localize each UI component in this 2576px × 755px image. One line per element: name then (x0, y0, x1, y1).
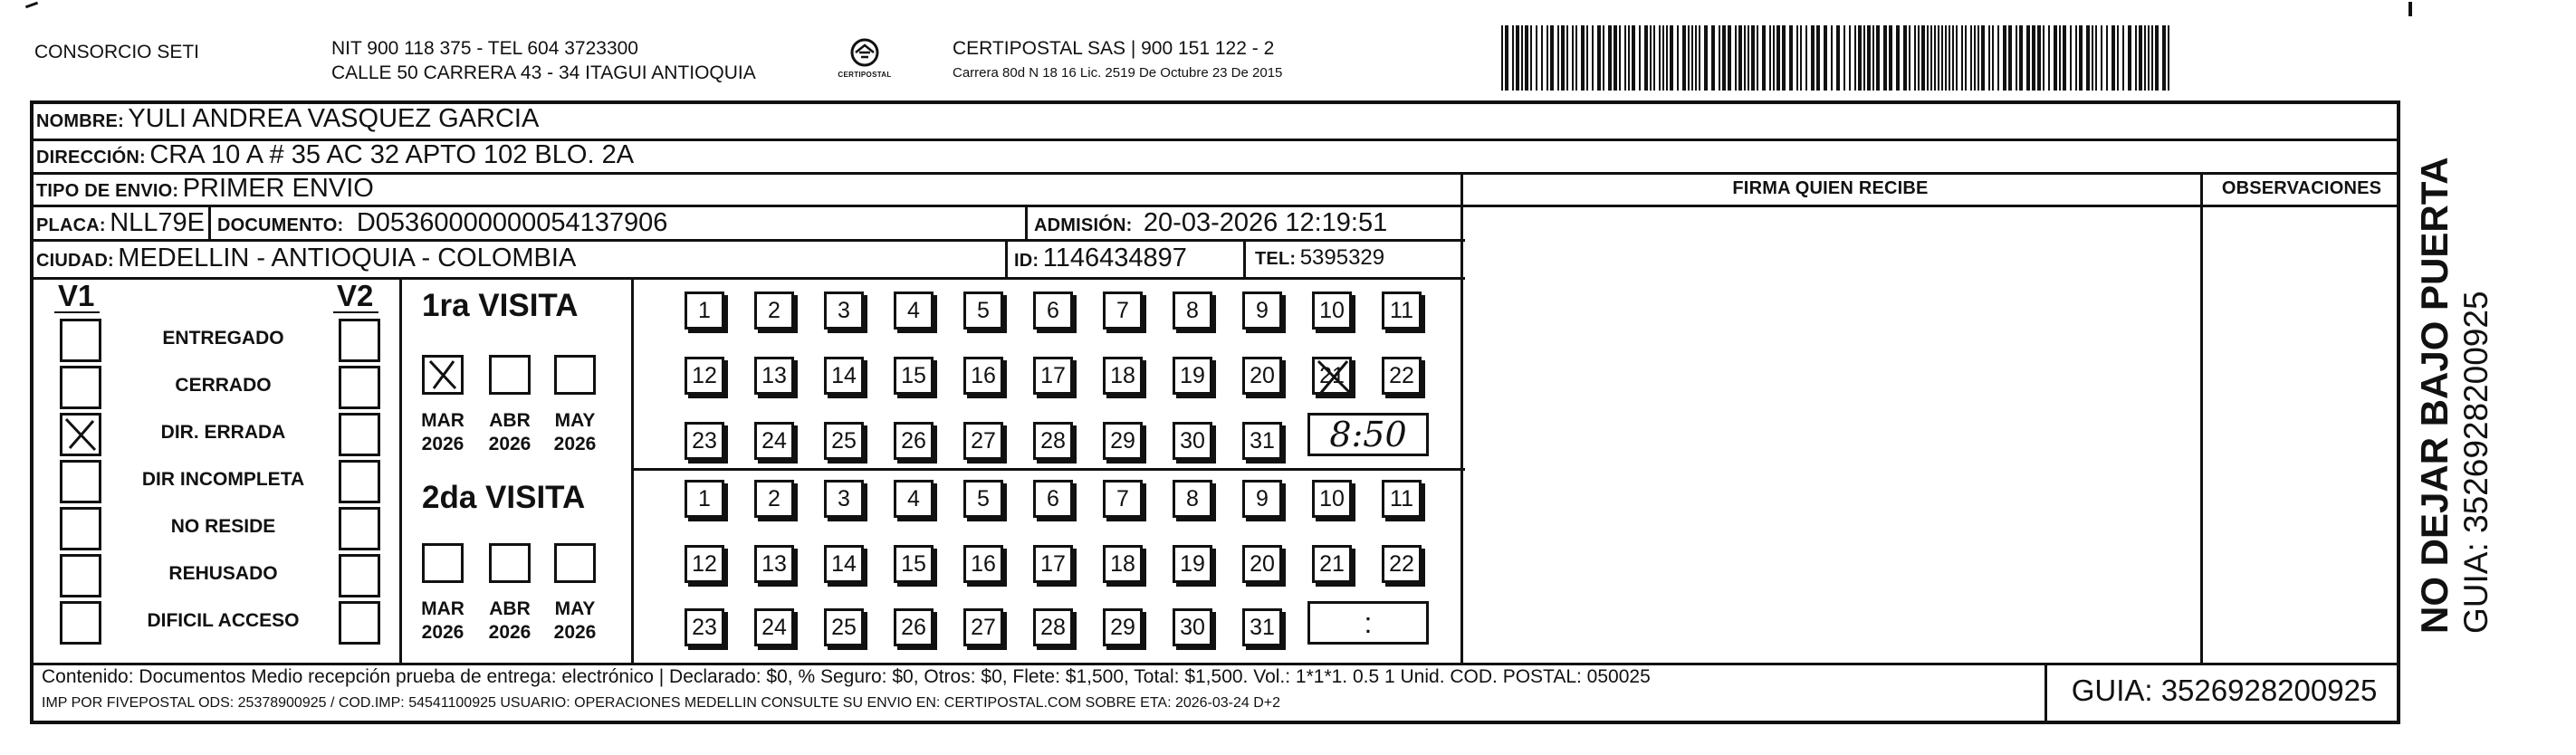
barcode-bar (2139, 25, 2142, 91)
barcode-bar (1566, 25, 1568, 91)
barcode-bar (1956, 25, 1958, 91)
barcode-bar (1849, 25, 1851, 91)
barcode-bar (1728, 25, 1731, 91)
first-visit-day-box[interactable]: 7 (1103, 291, 1143, 330)
v1-status-checkbox[interactable] (60, 507, 101, 550)
first-visit-title: 1ra VISITA (422, 288, 579, 323)
second-visit-day-box[interactable]: 28 (1033, 608, 1073, 646)
second-visit-day-box[interactable]: 14 (824, 545, 864, 583)
barcode-bar (1909, 25, 1910, 91)
barcode-bar (1934, 25, 1936, 91)
barcode-bar (1805, 25, 1807, 91)
direccion-row (36, 139, 634, 175)
barcode-bar (2122, 25, 2124, 91)
first-visit-month-checkbox[interactable] (489, 355, 531, 395)
month-label (543, 597, 607, 645)
barcode (1501, 25, 2178, 91)
second-visit-day-box[interactable]: 18 (1103, 545, 1143, 583)
barcode-bar (1662, 25, 1664, 91)
contenido-line: Contenido: Documentos Medio recepción prueba de entrega: electrónico | Declarado: $0, % Seguro: $0, Otros: $0, Flete: $1,500, Total: $1,500. Vol.: 1*1*1. 0.5 1 Unid. COD. POSTAL: 050025 (42, 666, 1651, 687)
month-label (478, 597, 541, 645)
barcode-bar (2086, 25, 2090, 91)
month-year: 2026 (553, 434, 597, 454)
barcode-bar (2063, 25, 2066, 91)
certipostal-line1: CERTIPOSTAL SAS | 900 151 122 - 2 (953, 38, 1275, 59)
barcode-bar (1670, 25, 1673, 91)
barcode-bar (1628, 25, 1630, 91)
nombre-label: NOMBRE: (36, 111, 124, 131)
id-row (1014, 243, 1187, 278)
second-visit-day-box[interactable]: 11 (1382, 480, 1422, 518)
second-visit-day-box[interactable]: 25 (824, 608, 864, 646)
barcode-bar (1988, 25, 1990, 91)
barcode-bar (1789, 25, 1793, 91)
barcode-bar (1872, 25, 1874, 91)
barcode-bar (1824, 25, 1827, 91)
tipo-envio-label: TIPO DE ENVIO: (36, 181, 179, 201)
barcode-bar (1550, 25, 1554, 91)
first-visit-day-box[interactable]: 17 (1033, 357, 1073, 395)
nombre-row (36, 103, 539, 139)
first-visit-day-box[interactable]: 14 (824, 357, 864, 395)
documento-row (217, 207, 667, 243)
barcode-bar (1748, 25, 1749, 91)
second-visit-day-box[interactable]: 17 (1033, 545, 1073, 583)
second-visit-day-box[interactable]: 22 (1382, 545, 1422, 583)
observaciones-header (2203, 173, 2400, 205)
second-visit-day-box[interactable]: 13 (754, 545, 794, 583)
month-year: 2026 (488, 434, 531, 454)
barcode-bar (1816, 25, 1820, 91)
first-visit-day-box[interactable]: 24 (754, 422, 794, 460)
barcode-bar (1796, 25, 1798, 91)
barcode-bar (1632, 25, 1635, 91)
barcode-bar (1744, 25, 1746, 91)
second-visit-day-box[interactable]: 16 (963, 545, 1003, 583)
second-visit-day-box[interactable]: 9 (1242, 480, 1282, 518)
tel-label: TEL: (1255, 249, 1297, 269)
barcode-bar (2101, 25, 2102, 91)
barcode-bar (1512, 25, 1514, 91)
ciudad-value: MEDELLIN - ANTIOQUIA - COLOMBIA (118, 244, 577, 272)
first-visit-month-checkbox[interactable] (554, 355, 596, 395)
first-visit-day-box[interactable]: 5 (963, 291, 1003, 330)
second-visit-day-box[interactable]: 31 (1242, 608, 1282, 646)
tel-value: 5395329 (1299, 245, 1385, 270)
id-label: ID: (1014, 251, 1039, 271)
barcode-bar (1945, 25, 1947, 91)
second-visit-day-box[interactable]: 20 (1242, 545, 1282, 583)
first-visit-day-box[interactable]: 8 (1173, 291, 1212, 330)
first-visit-day-box[interactable]: 31 (1242, 422, 1282, 460)
firma-header (1460, 173, 2200, 205)
first-visit-day-box[interactable]: 9 (1242, 291, 1282, 330)
barcode-bar (1992, 25, 1994, 91)
second-visit-day-box[interactable]: 7 (1103, 480, 1143, 518)
v2-header: V2 (337, 279, 374, 312)
first-visit-day-box[interactable]: 15 (894, 357, 934, 395)
barcode-bar (1639, 25, 1641, 91)
month-name: MAR (421, 410, 464, 431)
second-visit-day-box[interactable]: 15 (894, 545, 934, 583)
barcode-bar (1751, 25, 1755, 91)
first-visit-day-box[interactable]: 22 (1382, 357, 1422, 395)
barcode-bar (1691, 25, 1693, 91)
status-label: DIFICIL ACCESO (147, 610, 300, 631)
barcode-bar (1930, 25, 1932, 91)
month-name: ABR (489, 598, 531, 619)
second-visit-day-box[interactable]: 19 (1173, 545, 1212, 583)
footer-guia: GUIA: 3526928200925 (2071, 674, 2378, 707)
barcode-bar (1608, 25, 1612, 91)
barcode-bar (1521, 25, 1523, 91)
second-visit-time[interactable]: : (1307, 601, 1429, 645)
barcode-bar (1858, 25, 1862, 91)
first-visit-day-box[interactable]: 25 (824, 422, 864, 460)
barcode-bar (2135, 25, 2137, 91)
barcode-bar (2151, 25, 2153, 91)
status-label: REHUSADO (168, 563, 278, 584)
month-name: MAR (421, 598, 464, 619)
direccion-label: DIRECCIÓN: (36, 148, 146, 167)
first-visit-day-box[interactable]: 18 (1103, 357, 1143, 395)
barcode-bar (1800, 25, 1802, 91)
direccion-value: CRA 10 A # 35 AC 32 APTO 102 BLO. 2A (149, 140, 635, 169)
observaciones-label: OBSERVACIONES (2221, 178, 2382, 198)
first-visit-day-box[interactable]: 30 (1173, 422, 1212, 460)
first-visit-day-box[interactable]: 10 (1312, 291, 1352, 330)
barcode-bar (1776, 25, 1780, 91)
status-label: NO RESIDE (170, 516, 276, 537)
second-visit-day-box[interactable]: 29 (1103, 608, 1143, 646)
first-visit-day-box[interactable]: 2 (754, 291, 794, 330)
second-visit-day-box[interactable]: 1 (685, 480, 724, 518)
barcode-bar (1624, 25, 1626, 91)
barcode-bar (1682, 25, 1686, 91)
second-visit-month-checkbox[interactable] (489, 543, 531, 583)
company-name: CONSORCIO SETI (34, 42, 200, 62)
first-visit-day-box[interactable]: 27 (963, 422, 1003, 460)
second-visit-day-box[interactable]: 2 (754, 480, 794, 518)
barcode-bar (1854, 25, 1856, 91)
barcode-bar (1619, 25, 1621, 91)
barcode-bar (1896, 25, 1900, 91)
v2-status-checkbox[interactable] (339, 319, 380, 362)
barcode-bar (1903, 25, 1907, 91)
barcode-bar (1699, 25, 1700, 91)
barcode-bar (1918, 25, 1920, 91)
barcode-bar (1719, 25, 1720, 91)
barcode-bar (1952, 25, 1954, 91)
second-visit-day-box[interactable]: 26 (894, 608, 934, 646)
barcode-bar (2106, 25, 2108, 91)
barcode-bar (1653, 25, 1655, 91)
corner-mark-left (25, 2, 38, 9)
v1-status-checkbox[interactable] (60, 554, 101, 597)
barcode-bar (1597, 25, 1601, 91)
barcode-bar (1722, 25, 1726, 91)
first-visit-day-box[interactable]: 4 (894, 291, 934, 330)
logo-text: CERTIPOSTAL (838, 71, 892, 79)
barcode-bar (2070, 25, 2072, 91)
barcode-bar (1867, 25, 1871, 91)
v1-status-checkbox[interactable] (60, 460, 101, 503)
status-label: DIR. ERRADA (160, 422, 286, 443)
nit-line: NIT 900 118 375 - TEL 604 3723300 (331, 38, 638, 59)
address-line: CALLE 50 CARRERA 43 - 34 ITAGUI ANTIOQUIA (331, 62, 756, 83)
v2-status-checkbox[interactable] (339, 601, 380, 645)
barcode-bar (1965, 25, 1967, 91)
barcode-bar (1592, 25, 1594, 91)
barcode-bar (1949, 25, 1950, 91)
first-visit-time[interactable]: 8:50 (1307, 413, 1429, 456)
first-visit-day-box[interactable]: 26 (894, 422, 934, 460)
no-dejar-bajo-puerta: NO DEJAR BAJO PUERTA (2413, 157, 2456, 634)
v2-status-checkbox[interactable] (339, 554, 380, 597)
barcode-bar (1695, 25, 1697, 91)
barcode-bar (1738, 25, 1742, 91)
barcode-bar (1961, 25, 1963, 91)
barcode-bar (1666, 25, 1668, 91)
month-name: MAY (554, 410, 596, 431)
admision-label: ADMISIÓN: (1034, 215, 1133, 235)
barcode-bar (1572, 25, 1574, 91)
v2-status-checkbox[interactable] (339, 413, 380, 456)
barcode-bar (1505, 25, 1508, 91)
barcode-bar (1644, 25, 1648, 91)
second-visit-day-box[interactable]: 23 (685, 608, 724, 646)
barcode-bar (2117, 25, 2119, 91)
month-name: ABR (489, 410, 531, 431)
barcode-bar (1914, 25, 1916, 91)
first-visit-day-box[interactable]: 1 (685, 291, 724, 330)
barcode-bar (1773, 25, 1775, 91)
barcode-bar (1688, 25, 1690, 91)
barcode-bar (2148, 25, 2150, 91)
certipostal-line2: Carrera 80d N 18 16 Lic. 2519 De Octubre 23 De 2015 (953, 65, 1283, 81)
barcode-bar (1557, 25, 1559, 91)
month-year: 2026 (553, 622, 597, 643)
placa-row (36, 207, 205, 243)
barcode-bar (1927, 25, 1929, 91)
admision-value: 20-03-2026 12:19:51 (1143, 208, 1388, 237)
barcode-bar (1581, 25, 1585, 91)
barcode-bar (1921, 25, 1925, 91)
barcode-bar (2168, 25, 2169, 91)
barcode-bar (1863, 25, 1865, 91)
barcode-bar (2075, 25, 2077, 91)
barcode-bar (1782, 25, 1786, 91)
second-visit-day-box[interactable]: 8 (1173, 480, 1212, 518)
barcode-bar (2162, 25, 2166, 91)
month-label (411, 409, 474, 456)
barcode-bar (1836, 25, 1840, 91)
second-visit-month-checkbox[interactable] (422, 543, 464, 583)
barcode-bar (1704, 25, 1708, 91)
barcode-bar (1586, 25, 1588, 91)
ciudad-row (36, 243, 576, 278)
barcode-bar (2092, 25, 2093, 91)
barcode-bar (2032, 25, 2035, 91)
barcode-bar (2048, 25, 2050, 91)
barcode-bar (2128, 25, 2131, 91)
second-visit-day-box[interactable]: 12 (685, 545, 724, 583)
barcode-bar (1614, 25, 1617, 91)
first-visit-day-box[interactable]: 28 (1033, 422, 1073, 460)
status-label: ENTREGADO (162, 328, 284, 349)
second-visit-day-box[interactable]: 4 (894, 480, 934, 518)
month-year: 2026 (421, 622, 464, 643)
barcode-bar (2059, 25, 2061, 91)
first-visit-day-box[interactable]: 16 (963, 357, 1003, 395)
corner-mark (2408, 2, 2412, 16)
barcode-bar (1677, 25, 1679, 91)
second-visit-day-box[interactable]: 30 (1173, 608, 1212, 646)
barcode-bar (1762, 25, 1766, 91)
barcode-bar (1541, 25, 1543, 91)
barcode-bar (1883, 25, 1887, 91)
barcode-bar (1941, 25, 1943, 91)
nombre-value: YULI ANDREA VASQUEZ GARCIA (128, 104, 540, 133)
firma-label: FIRMA QUIEN RECIBE (1732, 178, 1929, 198)
barcode-bar (2003, 25, 2006, 91)
v1-header: V1 (58, 279, 95, 312)
tel-row (1255, 243, 1384, 276)
barcode-bar (2112, 25, 2115, 91)
id-value: 1146434897 (1042, 244, 1187, 272)
v1-status-checkbox[interactable] (60, 366, 101, 409)
first-visit-day-box[interactable]: 20 (1242, 357, 1282, 395)
placa-value: NLL79E (110, 208, 206, 237)
first-visit-day-box[interactable]: 6 (1033, 291, 1073, 330)
second-visit-day-box[interactable]: 3 (824, 480, 864, 518)
barcode-bar (2026, 25, 2030, 91)
barcode-bar (1977, 25, 1979, 91)
month-label (478, 409, 541, 456)
day-mark-icon (1313, 356, 1355, 397)
placa-label: PLACA: (36, 215, 106, 235)
admision-row (1034, 207, 1387, 243)
barcode-bar (2016, 25, 2017, 91)
status-label: CERRADO (175, 375, 272, 396)
imp-line: IMP POR FIVEPOSTAL ODS: 25378900925 / COD.IMP: 54541100925 USUARIO: OPERACIONES MEDELLIN CONSULTE SU ENVIO EN: CERTIPOSTAL.COM SOBRE ETA: 2026-03-24 D+2 (42, 695, 1281, 711)
v1-status-checkbox[interactable] (60, 601, 101, 645)
side-guia: GUIA: 3526928200925 (2457, 291, 2495, 634)
certipostal-logo (836, 33, 894, 89)
barcode-bar (1603, 25, 1604, 91)
barcode-bar (2019, 25, 2023, 91)
first-visit-day-box[interactable]: 11 (1382, 291, 1422, 330)
second-visit-day-box[interactable]: 5 (963, 480, 1003, 518)
barcode-bar (1711, 25, 1715, 91)
barcode-bar (1536, 25, 1537, 91)
barcode-bar (1650, 25, 1652, 91)
barcode-bar (1575, 25, 1577, 91)
month-year: 2026 (488, 622, 531, 643)
barcode-bar (1757, 25, 1758, 91)
tipo-envio-row (36, 173, 374, 208)
second-visit-day-box[interactable]: 27 (963, 608, 1003, 646)
second-visit-day-box[interactable]: 6 (1033, 480, 1073, 518)
second-visit-title: 2da VISITA (422, 480, 586, 515)
barcode-bar (1981, 25, 1985, 91)
status-label: DIR INCOMPLETA (141, 469, 305, 490)
first-visit-day-box[interactable]: 29 (1103, 422, 1143, 460)
barcode-bar (1889, 25, 1892, 91)
barcode-bar (2095, 25, 2097, 91)
second-visit-month-checkbox[interactable] (554, 543, 596, 583)
documento-label: DOCUMENTO: (217, 215, 344, 235)
barcode-bar (1843, 25, 1845, 91)
first-visit-day-box[interactable]: 21 (1312, 357, 1352, 395)
v1-status-checkbox[interactable] (60, 413, 101, 456)
barcode-bar (1547, 25, 1548, 91)
barcode-bar (1831, 25, 1833, 91)
barcode-bar (2054, 25, 2057, 91)
first-visit-month-checkbox[interactable] (422, 355, 464, 395)
barcode-bar (1659, 25, 1661, 91)
barcode-bar (1811, 25, 1815, 91)
second-visit-day-box[interactable]: 24 (754, 608, 794, 646)
second-visit-day-box[interactable]: 21 (1312, 545, 1352, 583)
barcode-bar (2037, 25, 2041, 91)
tipo-envio-value: PRIMER ENVIO (182, 174, 374, 203)
barcode-bar (1525, 25, 1528, 91)
barcode-bar (1997, 25, 1999, 91)
barcode-bar (1501, 25, 1503, 91)
second-visit-day-box[interactable]: 10 (1312, 480, 1352, 518)
barcode-bar (2155, 25, 2159, 91)
barcode-bar (1530, 25, 1532, 91)
first-visit-day-box[interactable]: 12 (685, 357, 724, 395)
month-label (411, 597, 474, 645)
barcode-bar (1974, 25, 1976, 91)
ciudad-label: CIUDAD: (36, 251, 114, 271)
barcode-bar (2008, 25, 2012, 91)
first-visit-day-box[interactable]: 13 (754, 357, 794, 395)
first-visit-day-box[interactable]: 3 (824, 291, 864, 330)
barcode-bar (2043, 25, 2045, 91)
v2-status-checkbox[interactable] (339, 366, 380, 409)
first-visit-day-box[interactable]: 19 (1173, 357, 1212, 395)
documento-value: D05360000000054137906 (356, 208, 668, 237)
barcode-bar (1561, 25, 1565, 91)
first-visit-day-box[interactable]: 23 (685, 422, 724, 460)
barcode-bar (1876, 25, 1880, 91)
v1-status-checkbox[interactable] (60, 319, 101, 362)
v2-status-checkbox[interactable] (339, 460, 380, 503)
barcode-bar (1516, 25, 1519, 91)
month-year: 2026 (421, 434, 464, 454)
v2-status-checkbox[interactable] (339, 507, 380, 550)
month-name: MAY (554, 598, 596, 619)
month-label (543, 409, 607, 456)
barcode-bar (2144, 25, 2146, 91)
barcode-bar (1938, 25, 1939, 91)
barcode-bar (2079, 25, 2083, 91)
barcode-bar (1769, 25, 1771, 91)
barcode-bar (1735, 25, 1737, 91)
barcode-bar (1970, 25, 1972, 91)
